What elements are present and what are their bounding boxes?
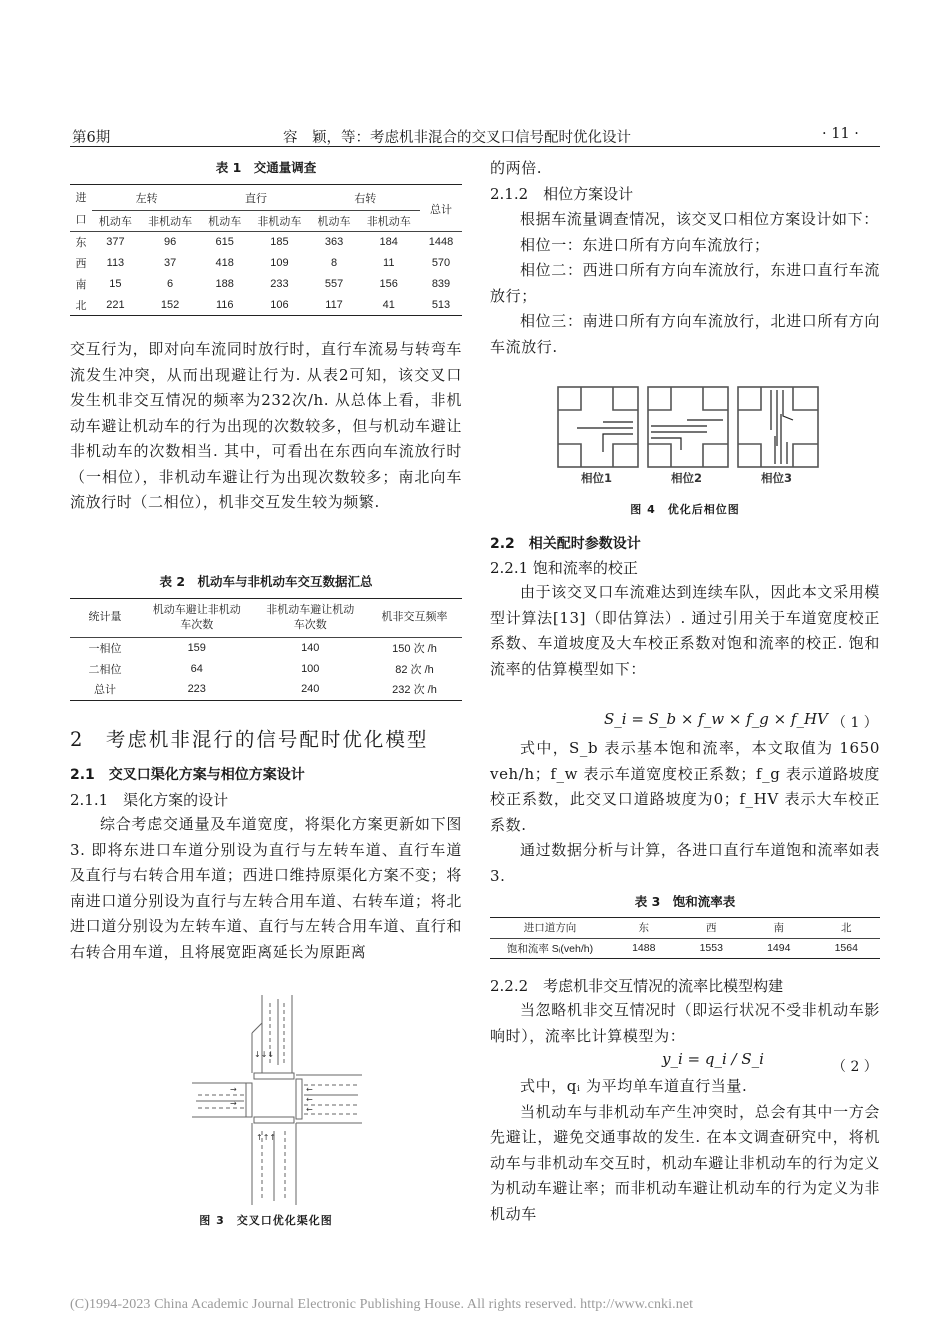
table-1 <box>70 158 462 316</box>
sub-header-nonmotor: 非机动车 <box>366 215 411 228</box>
table-cell: 1553 <box>699 942 723 954</box>
table-cell: 一相位 <box>88 642 122 655</box>
table-2 <box>70 572 462 701</box>
table-cell: 64 <box>190 662 203 675</box>
table-row <box>70 232 462 253</box>
phase-1-box <box>558 387 638 467</box>
table-cell: 159 <box>187 641 206 654</box>
table-cell: 6 <box>167 278 174 290</box>
table-cell: 1564 <box>834 942 858 954</box>
section-2-2-2-heading: 2.2.2 考虑机非交互情况的流率比模型构建 <box>490 977 784 995</box>
table-cell: 223 <box>187 683 206 696</box>
journal-issue: 第6期 <box>72 130 111 146</box>
group-right-header: 右转 <box>311 187 420 210</box>
table-cell: 185 <box>270 236 289 249</box>
header-rule <box>70 146 880 147</box>
group-left-header: 左转 <box>92 187 201 210</box>
table-cell: 615 <box>215 236 234 249</box>
right-paragraph-3: 式中，S_b 表示基本饱和流率，本文取值为 1650 veh/h；f_w 表示车道宽度校正系数；f_g 表示道路坡度校正系数，此交叉口道路坡度为0；f_HV 表示大车校正系数. <box>490 739 880 834</box>
table-cell: 1494 <box>767 942 791 954</box>
phase-3-label: 相位3 <box>761 471 793 485</box>
table-cell: 184 <box>379 236 398 249</box>
east-lane-arrows: ← <box>306 1085 313 1094</box>
east-lane-arrows: ← <box>306 1095 313 1104</box>
table-cell: 8 <box>330 257 338 269</box>
figure-4-phase-diagram <box>557 386 819 486</box>
table-cell: 东 <box>75 237 87 250</box>
table-2-header-nonmotor-yield-line2: 车次数 <box>293 618 327 631</box>
table-cell: 北 <box>75 299 87 312</box>
table-3-grid <box>490 918 880 959</box>
right-paragraph-7: 当机动车与非机动车产生冲突时，总会有其中一方会先避让，避免交通事故的发生. 在本文调查研究中，将机动车与非机动车交互时，机动车避让非机动车的行为定义为机动车避让率；而非机动车避让机动车的行为定义为非机动车 <box>490 1102 881 1223</box>
right-paragraph-1: 根据车流量调查情况，该交叉口相位方案设计如下： <box>520 210 879 228</box>
east-lane-arrows: ← <box>306 1105 313 1114</box>
table-cell: 150 次 /h <box>392 642 437 655</box>
table-cell: 二相位 <box>88 663 122 676</box>
table-cell: 37 <box>163 257 177 269</box>
table-cell: 513 <box>431 298 451 311</box>
table-cell: 140 <box>301 641 320 654</box>
table-1-caption: 表 1 交通量调查 <box>215 160 317 175</box>
west-lane-arrows: → <box>230 1099 237 1108</box>
figure-3-caption: 图 3 交叉口优化渠化图 <box>199 1214 333 1227</box>
table-2-grid <box>70 599 462 701</box>
table-cell: 100 <box>301 662 320 675</box>
right-paragraph-2: 由于该交叉口车流难达到连续车队，因此本文采用模型计算法[13]（即估算法）. 通过引用关于车道宽度校正系数、车道坡度及大车校正系数对饱和流率的校正. 饱和流率的估算模型如下： <box>490 583 880 678</box>
table-2-header-frequency: 机非交互频率 <box>381 611 448 624</box>
phase-2-text: 相位二：西进口所有方向车流放行，东进口直行车流放行； <box>490 261 880 305</box>
left-paragraph-2: 综合考虑交通量及车道宽度，将渠化方案更新如下图3. 即将东进口车道分别设为直行与左转车道、直行车道及直行与右转合用车道；西进口维持原渠化方案不变；将南进口道分别设为直行与左转合用车道、右转车道；将北进口道分别设为左转车道、直行与左转合用车道、直行和右转合用车道，且将展宽距离延长为原距离 <box>70 815 462 961</box>
section-2-heading: 2 考虑机非混行的信号配时优化模型 <box>70 728 429 751</box>
section-2-1-heading: 2.1 交叉口渠化方案与相位方案设计 <box>70 767 305 783</box>
table-cell: 839 <box>431 278 451 290</box>
page-number: · 11 · <box>822 126 859 142</box>
table-row <box>70 274 462 295</box>
table-cell: 233 <box>270 278 289 290</box>
sub-header-motor: 机动车 <box>208 215 242 228</box>
table-3-header: 进口道方向 <box>523 922 577 935</box>
right-paragraph-4: 通过数据分析与计算，各进口直行车道饱和流率如表3. <box>490 841 880 885</box>
running-title: 容 颖，等：考虑机非混合的交叉口信号配时优化设计 <box>283 130 631 146</box>
table-cell: 109 <box>270 257 289 269</box>
equation-1-number: （ 1 ） <box>832 715 878 731</box>
table-cell: 1488 <box>632 942 656 954</box>
entry-label: 进口 <box>75 192 87 226</box>
section-2-2-1-heading: 2.2.1 饱和流率的校正 <box>490 559 638 577</box>
table-1-grid <box>70 187 462 316</box>
table-cell: 188 <box>215 278 234 290</box>
phase-2-label: 相位2 <box>671 471 703 485</box>
table-2-header-nonmotor-yield-line1: 非机动车避让机动 <box>266 603 355 616</box>
table-cell: 总计 <box>94 684 116 697</box>
table-row <box>70 679 462 700</box>
table-cell: 1448 <box>428 236 454 249</box>
copyright-footer: (C)1994-2023 China Academic Journal Electronic Publishing House. All rights reserved. http://www.cnki.net <box>70 1297 694 1312</box>
table-cell: 82 次 /h <box>395 663 434 676</box>
table-row <box>490 938 880 958</box>
table-cell: 240 <box>301 683 320 696</box>
table-3-header: 北 <box>841 922 852 935</box>
table-cell: 41 <box>382 298 395 311</box>
phase-1-text: 相位一：东进口所有方向车流放行； <box>520 235 770 254</box>
table-cell: 96 <box>163 236 177 249</box>
section-2-1-2-heading: 2.1.2 相位方案设计 <box>490 185 634 203</box>
table-cell: 557 <box>324 278 344 290</box>
equation-1: S_i = S_b × f_w × f_g × f_HV <box>604 710 828 728</box>
table-cell: 156 <box>379 278 398 290</box>
right-paragraph-6: 式中，qᵢ 为平均单车道直行当量. <box>520 1077 748 1095</box>
table-2-header-motor-yield-line1: 机动车避让非机动 <box>152 603 241 616</box>
section-2-1-1-heading: 2.1.1 渠化方案的设计 <box>70 791 229 809</box>
table-3-header: 东 <box>638 922 649 935</box>
equation-2-number: （ 2 ） <box>832 1059 878 1075</box>
table-cell: 113 <box>106 257 125 269</box>
table-3 <box>490 892 880 959</box>
table-cell: 106 <box>270 298 289 311</box>
table-row <box>70 637 462 658</box>
table-cell: 15 <box>109 278 122 290</box>
table-cell: 232 次 /h <box>392 684 437 697</box>
sub-header-motor: 机动车 <box>98 215 132 228</box>
north-lane-arrows: ↓↓↓ <box>254 1050 275 1059</box>
south-lane-arrows: ↑↑↑ <box>256 1133 277 1142</box>
phase-3-text: 相位三：南进口所有方向车流放行，北进口所有方向车流放行. <box>490 312 880 356</box>
right-paragraph-5: 当忽略机非交互情况时（即运行状况不受非机动车影响时），流率比计算模型为： <box>490 1001 880 1045</box>
table-2-header-stat: 统计量 <box>88 611 122 624</box>
table-2-header-nonmotor-yield <box>254 599 368 637</box>
left-paragraph-1: 交互行为，即对向车流同时放行时，直行车流易与转弯车流发生冲突，从而出现避让行为. 从表2可知，该交叉口发生机非交互情况的频率为232次/h. 从总体上看，非机动车避让机动车的行为出现的次数较多，但与机动车避让非机动车的次数相当. 其中，可看出在东西向车流放行时（一相位），非机动车避让行为出现次数较多；南北向车流放行时（二相位），机非交互发生较为频繁. <box>70 340 462 511</box>
table-row <box>70 253 462 274</box>
table-cell: 116 <box>215 298 234 311</box>
group-straight-header: 直行 <box>201 187 310 210</box>
sub-header-nonmotor: 非机动车 <box>148 215 193 228</box>
table-2-header-motor-yield-line2: 车次数 <box>180 618 214 631</box>
table-cell: 117 <box>325 298 343 311</box>
table-cell: 418 <box>215 257 234 269</box>
right-paragraph-0: 的两倍. <box>490 159 543 177</box>
west-lane-arrows: → <box>230 1085 237 1094</box>
table-1-entry-header <box>70 187 92 232</box>
table-cell: 363 <box>324 236 344 249</box>
table-3-header: 南 <box>773 922 784 935</box>
table-2-caption: 表 2 机动车与非机动车交互数据汇总 <box>159 574 373 589</box>
figure-3-intersection <box>192 995 362 1205</box>
figure-4-caption: 图 4 优化后相位图 <box>630 503 740 516</box>
sub-header-motor: 机动车 <box>317 215 351 228</box>
table-cell: 377 <box>106 236 125 249</box>
table-2-header-motor-yield <box>140 599 254 637</box>
table-1-total-header: 总计 <box>430 204 452 216</box>
table-3-header: 西 <box>706 922 717 935</box>
section-2-2-heading: 2.2 相关配时参数设计 <box>490 536 641 552</box>
table-cell: 11 <box>383 257 395 269</box>
table-cell: 152 <box>160 298 180 311</box>
table-row <box>70 658 462 679</box>
phase-2-box <box>648 387 728 467</box>
table-cell: 西 <box>75 258 87 270</box>
table-row <box>70 295 462 316</box>
equation-2: y_i = q_i / S_i <box>662 1050 764 1068</box>
table-cell: 221 <box>106 298 125 311</box>
phase-3-box <box>738 387 818 467</box>
table-3-caption: 表 3 饱和流率表 <box>634 894 736 909</box>
table-cell: 饱和流率 Sᵢ(veh/h) <box>506 942 594 955</box>
table-cell: 570 <box>431 257 451 269</box>
sub-header-nonmotor: 非机动车 <box>257 215 302 228</box>
table-cell: 南 <box>75 279 87 291</box>
phase-1-label: 相位1 <box>581 471 613 485</box>
